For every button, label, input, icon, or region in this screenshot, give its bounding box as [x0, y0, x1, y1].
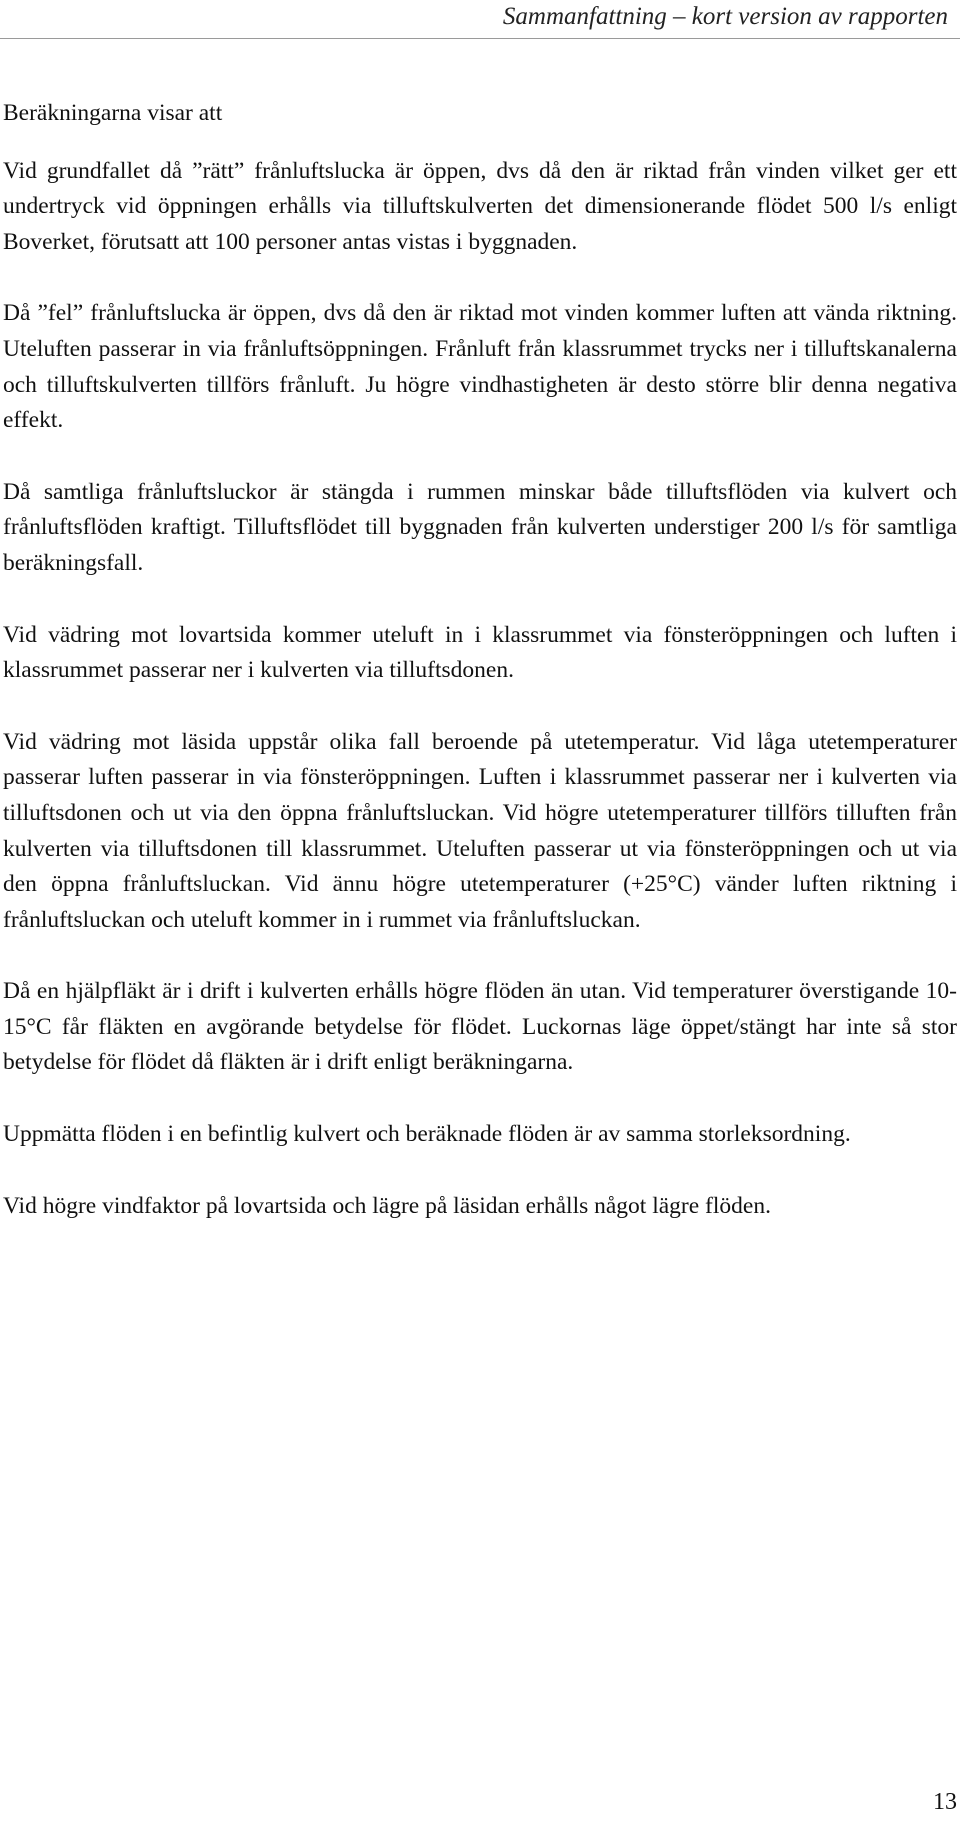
- paragraph-measured-flows: Uppmätta flöden i en befintlig kulvert och beräknade flöden är av samma storleksordning.: [3, 1121, 851, 1148]
- paragraph-leeward-airing: Vid vädring mot läsida uppstår olika fall beroende på utetemperatur. Vid låga utetemperaturer passerar luften passerar in via fönsteröppningen. Luften i klassrummet passerar ner i kulverten via tilluftsdonen och ut via den öppna frånluftsluckan. Vid högre utetemperaturer tillförs tilluften från kulverten via tilluftsdonen till klassrummet. Uteluften passerar ut via fönsteröppningen och ut via den öppna frånluftsluckan. Vid ännu högre utetemperaturer (+25°C) vänder luften riktning i frånluftsluckan och uteluft kommer in i rummet via frånluftsluckan.: [3, 728, 957, 933]
- header-divider: [0, 38, 960, 39]
- intro-paragraph: Beräkningarna visar att: [3, 100, 223, 126]
- document-body: [3, 96, 957, 1224]
- paragraph-auxiliary-fan: Då en hjälpfläkt är i drift i kulverten erhålls högre flöden än utan. Vid temperaturer överstigande 10-15°C får fläkten en avgörande betydelse för flödet. Luckornas läge öppet/stängt har inte så stor betydelse för flödet då fläkten är i drift enligt beräkningarna.: [3, 978, 957, 1076]
- page-number: 13: [933, 1789, 957, 1815]
- paragraph-basecase: Vid grundfallet då ”rätt” frånluftslucka är öppen, dvs då den är riktad från vinden vilket ger ett undertryck vid öppningen erhålls via tilluftskulverten det dimensionerande flödet 500 l/s enligt Boverket, förutsatt att 100 personer antas vistas i byggnaden.: [3, 157, 957, 255]
- paragraph-closed-hatches: Då samtliga frånluftsluckor är stängda i rummen minskar både tilluftsflöden via kulvert och frånluftsflöden kraftigt. Tilluftsflödet till byggnaden från kulverten understiger 200 l/s för samtliga beräkningsfall.: [3, 478, 957, 576]
- paragraph-windward-airing: Vid vädring mot lovartsida kommer uteluft in i klassrummet via fönsteröppningen och luften i klassrummet passerar ner i kulverten via tilluftsdonen.: [3, 621, 957, 684]
- paragraph-wrong-hatch: Då ”fel” frånluftslucka är öppen, dvs då den är riktad mot vinden kommer luften att vända riktning. Uteluften passerar in via frånluftsöppningen. Frånluft från klassrummet trycks ner i tilluftskanalerna och tilluftskulverten tillförs frånluft. Ju högre vindhastigheten är desto större blir denna negativa effekt.: [3, 300, 957, 434]
- running-header: Sammanfattning – kort version av rapporten: [502, 3, 948, 30]
- paragraph-wind-factor: Vid högre vindfaktor på lovartsida och lägre på läsidan erhålls något lägre flöden.: [3, 1192, 771, 1219]
